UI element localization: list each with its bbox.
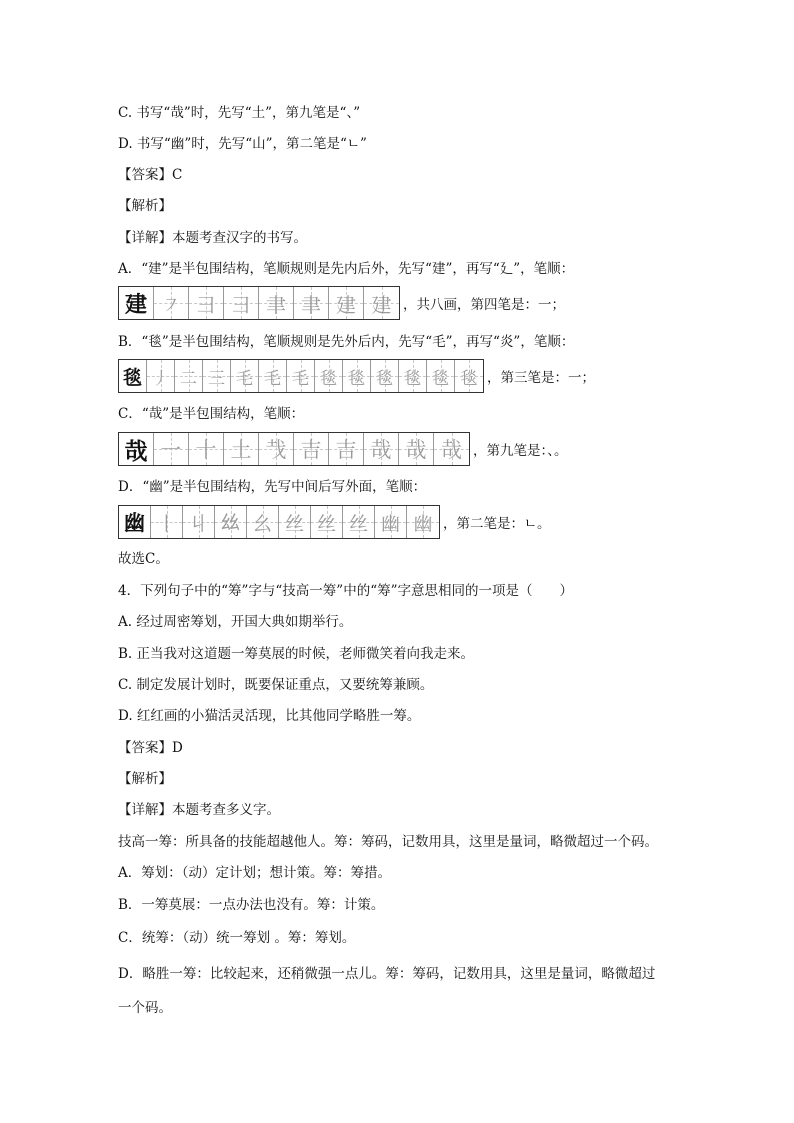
stroke-glyph: 哉 xyxy=(405,438,427,462)
analysis-label-2: 【解析】 xyxy=(118,771,172,787)
stroke-step-cell xyxy=(151,506,183,538)
stroke-glyph: 毯 xyxy=(404,368,421,389)
conclusion: 故选C。 xyxy=(118,551,169,567)
stroke-note: ，共八画，第四笔是：一； xyxy=(403,297,565,313)
stroke-note: ，第三笔是：一； xyxy=(487,370,595,386)
stroke-glyph: 毛 xyxy=(236,368,253,389)
stroke-strip-jian xyxy=(118,285,565,321)
stroke-glyph: 毯 xyxy=(122,366,142,389)
stroke-glyph: 毯 xyxy=(376,368,393,389)
stroke-step-cell xyxy=(329,287,364,319)
explanation-line-6: 一个码。 xyxy=(118,1000,172,1016)
analysis-label: 【解析】 xyxy=(118,198,172,214)
stroke-step-cell xyxy=(183,506,215,538)
line-d-option: D. 书写“幽”时，先写“山”，第二笔是“ㄴ” xyxy=(118,136,367,152)
stroke-step-cell xyxy=(455,360,483,392)
character-cell xyxy=(119,360,147,392)
stroke-step-cell xyxy=(364,287,399,319)
stroke-cells xyxy=(118,432,470,466)
stroke-step-cell xyxy=(407,506,439,538)
stroke-glyph: 丩 xyxy=(188,512,208,535)
explanation-b: B．“毯”是半包围结构，笔顺规则是先外后内，先写“毛”，再写“炎”，笔顺： xyxy=(118,334,575,350)
stroke-glyph: 聿 xyxy=(301,292,321,317)
stroke-glyph: 毯 xyxy=(432,368,449,389)
stroke-glyph: 丝 xyxy=(348,512,368,535)
stroke-glyph: 哉 xyxy=(370,438,392,462)
line-c-option: C. 书写“哉”时，先写“土”，第九笔是“、” xyxy=(118,105,361,121)
explanation-line-3: B．一筹莫展：一点办法也没有。筹：计策。 xyxy=(118,897,385,913)
stroke-glyph: 丝 xyxy=(284,512,304,535)
stroke-step-cell xyxy=(375,506,407,538)
stroke-step-cell xyxy=(287,360,315,392)
stroke-step-cell xyxy=(434,433,469,465)
stroke-step-cell xyxy=(364,433,399,465)
explanation-c: C．“哉”是半包围结构，笔顺： xyxy=(118,406,305,422)
stroke-step-cell xyxy=(189,287,224,319)
stroke-step-cell xyxy=(259,360,287,392)
stroke-glyph: 毯 xyxy=(348,368,365,389)
stroke-strip-zai xyxy=(118,431,568,467)
stroke-glyph: 土 xyxy=(230,438,252,462)
q4-option-c: C. 制定发展计划时，既要保证重点，又要统筹兼顾。 xyxy=(118,677,434,693)
stroke-step-cell xyxy=(154,287,189,319)
q4-option-b: B. 正当我对这道题一筹莫展的时候，老师微笑着向我走来。 xyxy=(118,646,475,662)
stroke-glyph: 毛 xyxy=(292,368,309,389)
stroke-glyph: 哉 xyxy=(441,438,462,462)
stroke-glyph: 哉 xyxy=(124,437,148,465)
stroke-note: ，第九笔是：、。 xyxy=(473,443,568,459)
stroke-step-cell xyxy=(147,360,175,392)
stroke-glyph: 聿 xyxy=(266,292,286,317)
stroke-glyph: 幽 xyxy=(380,512,400,535)
stroke-step-cell xyxy=(294,287,329,319)
stroke-step-cell xyxy=(343,506,375,538)
answer-label-2: 【答案】D xyxy=(118,740,183,756)
stroke-step-cell xyxy=(231,360,259,392)
detail-label: 【详解】本题考查汉字的书写。 xyxy=(118,230,307,246)
stroke-glyph: 三 xyxy=(208,368,225,389)
q4-option-d: D. 红红画的小猫活灵活现，比其他同学略胜一筹。 xyxy=(118,708,421,724)
stroke-step-cell xyxy=(427,360,455,392)
stroke-step-cell xyxy=(224,287,259,319)
stroke-glyph: 𢦏 xyxy=(265,438,287,462)
stroke-step-cell xyxy=(399,360,427,392)
stroke-step-cell xyxy=(315,360,343,392)
stroke-glyph: 幽 xyxy=(413,512,433,535)
stroke-glyph: 一 xyxy=(160,438,182,462)
stroke-glyph: 吉 xyxy=(335,438,357,462)
stroke-step-cell xyxy=(175,360,203,392)
stroke-step-cell xyxy=(329,433,364,465)
stroke-step-cell xyxy=(247,506,279,538)
character-cell xyxy=(119,287,154,319)
stroke-strip-tan xyxy=(118,358,595,394)
stroke-glyph: 𢆶 xyxy=(220,511,240,534)
stroke-glyph: 丝 xyxy=(316,512,336,535)
stroke-glyph: 毯 xyxy=(320,368,337,389)
character-cell xyxy=(119,433,154,465)
explanation-d: D．“幽”是半包围结构，先写中间后写外面，笔顺： xyxy=(118,479,427,495)
stroke-glyph: 吉 xyxy=(300,438,322,462)
stroke-glyph: 十 xyxy=(195,438,217,462)
stroke-cells xyxy=(118,505,440,539)
stroke-glyph: ⺕ xyxy=(196,292,216,317)
detail-label-2: 【详解】本题考查多义字。 xyxy=(118,802,280,818)
stroke-step-cell xyxy=(259,287,294,319)
explanation-line-5: D．略胜一筹：比较起来，还稍微强一点儿。筹：筹码，记数用具，这里是量词，略微超过 xyxy=(118,966,656,982)
stroke-glyph: 建 xyxy=(336,292,356,317)
stroke-glyph: 建 xyxy=(124,291,147,318)
stroke-glyph: 毯 xyxy=(460,368,478,389)
q4-option-a: A. 经过周密筹划，开国大典如期举行。 xyxy=(118,614,353,630)
stroke-glyph: 幺 xyxy=(252,512,272,535)
stroke-step-cell xyxy=(189,433,224,465)
stroke-glyph: 丿 xyxy=(152,368,169,389)
stroke-step-cell xyxy=(399,433,434,465)
stroke-step-cell xyxy=(154,433,189,465)
stroke-step-cell xyxy=(294,433,329,465)
stroke-step-cell xyxy=(259,433,294,465)
stroke-glyph: 二 xyxy=(180,368,197,389)
stroke-strip-you xyxy=(118,504,551,540)
explanation-line-2: A．筹划：（动）定计划；想计策。筹：筹措。 xyxy=(118,865,391,881)
stroke-cells xyxy=(118,359,484,393)
stroke-note: ，第二笔是：ㄴ。 xyxy=(443,516,551,532)
stroke-glyph: 毛 xyxy=(264,368,281,389)
stroke-cells xyxy=(118,286,400,320)
stroke-step-cell xyxy=(224,433,259,465)
stroke-step-cell xyxy=(203,360,231,392)
explanation-line-4: C．统筹：（动）统一筹划 。筹：筹划。 xyxy=(118,930,356,946)
explanation-line-1: 技高一筹：所具备的技能超越他人。筹：筹码，记数用具，这里是量词，略微超过一个码。 xyxy=(118,834,658,850)
stroke-glyph: 丨 xyxy=(156,512,176,535)
stroke-step-cell xyxy=(343,360,371,392)
stroke-step-cell xyxy=(311,506,343,538)
character-cell xyxy=(119,506,151,538)
stroke-glyph: 建 xyxy=(371,292,392,317)
stroke-glyph: ⺕ xyxy=(231,292,251,317)
answer-label: 【答案】C xyxy=(118,167,183,183)
question-4: 4．下列句子中的“筹”字与“技高一筹”中的“筹”字意思相同的一项是（ ） xyxy=(118,583,573,599)
stroke-glyph: 幽 xyxy=(124,510,145,535)
stroke-step-cell xyxy=(279,506,311,538)
stroke-step-cell xyxy=(215,506,247,538)
stroke-step-cell xyxy=(371,360,399,392)
stroke-glyph: ㇇ xyxy=(161,292,181,317)
explanation-a: A．“建”是半包围结构，笔顺规则是先内后外，先写“建”，再写“廴”，笔顺： xyxy=(118,261,575,277)
